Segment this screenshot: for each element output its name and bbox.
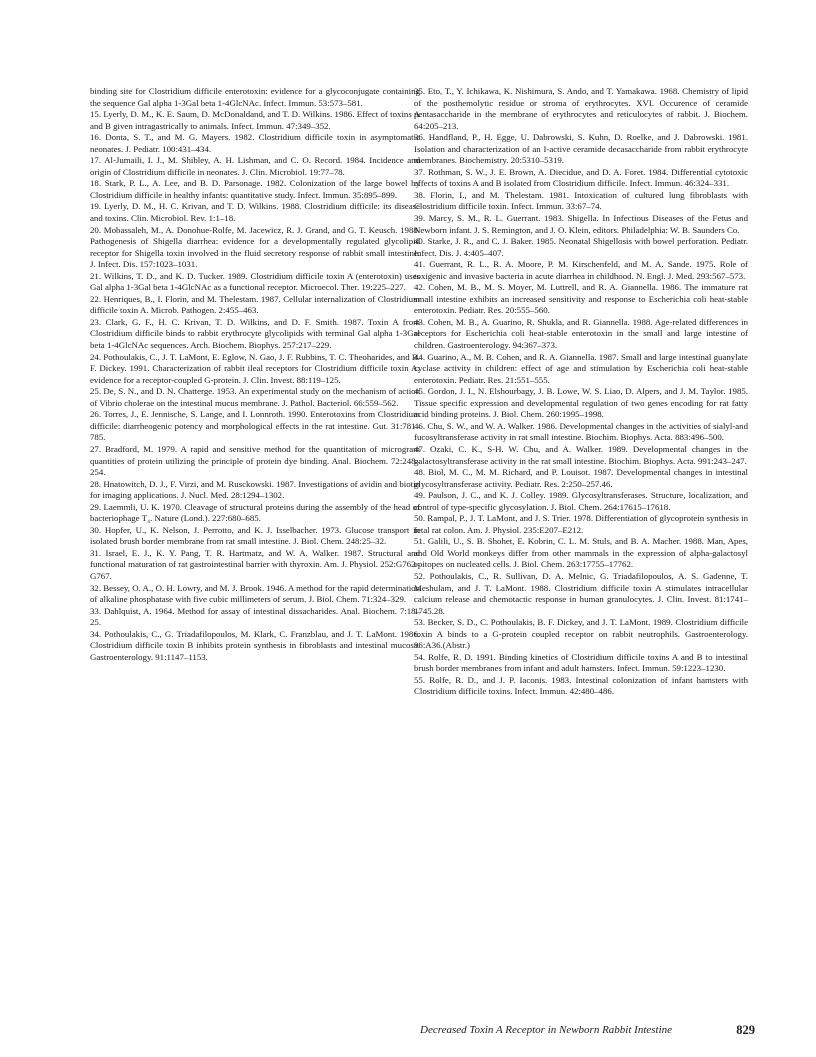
reference-entry: binding site for Clostridium difficile enterotoxin: evidence for a glycoconjugate containing the sequence Gal alpha 1-3Gal beta 1-4GlcNAc. Infect. Immun. 53:573–581. bbox=[90, 86, 420, 108]
page-footer bbox=[420, 1024, 755, 1036]
reference-entry: 51. Galili, U., S. B. Shohet, E. Kobrin, C. L. M. Stuls, and B. A. Macher. 1988. Man, Apes, and Old World monkeys differ from other mammals in the expression of alpha-galactosyl epitopes on nucleated cells. J. Biol. Chem. 263:17755–17762. bbox=[414, 536, 748, 570]
reference-entry: 16. Donta, S. T., and M. G. Mayers. 1982. Clostridium difficile toxin in asymptomatic neonates. J. Pediatr. 100:431–434. bbox=[90, 132, 420, 154]
reference-entry: 40. Starke, J. R., and C. J. Baker. 1985. Neonatal Shigellosis with bowel perforation. Pediatr. Infect. Dis. J. 4:405–407. bbox=[414, 236, 748, 258]
reference-entry: 22. Henriques, B., I. Florin, and M. Thelestam. 1987. Cellular internalization of Clostridium difficile toxin A. Microb. Pathogen. 2:455–463. bbox=[90, 293, 420, 316]
reference-entry: 29. Laemmli, U. K. 1970. Cleavage of structural proteins during the assembly of the head of bacteriophage T₄. Nature (Lond.). 227:680–685. bbox=[90, 501, 420, 524]
reference-entry: 36. Handfland, P., H. Egge, U. Dabrowski, S. Kuhn, D. Roelke, and J. Dabrowski. 1981. Isolation and characterization of an I-active ceramide decasaccharide from rabbit erythrocyte membranes. Biochemistry. 20:5310–5319. bbox=[414, 132, 748, 166]
reference-entry: 19. Lyerly, D. M., H. C. Krivan, and T. D. Wilkins. 1988. Clostridium difficile: its disease and toxins. Clin. Microbiol. Rev. 1:1–18. bbox=[90, 201, 420, 224]
reference-entry: 34. Pothoulakis, C., G. Triadafilopoulos, M. Klark, C. Franzblau, and J. T. LaMont. 1986. Clostridium difficile toxin B inhibits protein synthesis in fibroblasts and intestinal mucosa. Gastroenterology. 91:1147–1153. bbox=[90, 628, 420, 662]
reference-entry: 53. Becker, S. D., C. Pothoulakis, B. F. Dickey, and J. T. LaMont. 1989. Clostridium difficile toxin A binds to a G-protein coupled receptor on rabbit neutrophils. Gastroenterology. 96:A36.(Abstr.) bbox=[414, 617, 748, 651]
reference-entry: 49. Paulson, J. C., and K. J. Colley. 1989. Glycosyltransferases. Structure, localization, and control of type-specific glycosylation. J. Biol. Chem. 264:17615–17618. bbox=[414, 490, 748, 512]
running-title: Decreased Toxin A Receptor in Newborn Rabbit Intestine bbox=[420, 1024, 673, 1036]
reference-entry: 47. Ozaki, C. K., S-H. W. Chu, and A. Walker. 1989. Developmental changes in the galactosyltransferase activity in the rat small intestine. Biochim. Biophys. Acta. 991:243–247. bbox=[414, 443, 748, 466]
reference-entry: 37. Rothman, S. W., J. E. Brown, A. Diecidue, and D. A. Foret. 1984. Differential cytotoxic effects of toxins A and B isolated from Clostridium difficile. Infect. Immun. 46:324–331. bbox=[414, 166, 748, 189]
reference-entry: 21. Wilkins, T. D., and K. D. Tucker. 1989. Clostridium difficile toxin A (enterotoxin) uses Gal alpha 1-3Gal beta 1-4GlcNAc as a functional receptor. Microecol. Ther. 19:225–227. bbox=[90, 270, 420, 293]
reference-entry: 26. Torres, J., E. Jennische, S. Lange, and I. Lonnroth. 1990. Enterotoxins from Clostridium difficile: diarrheogenic potency and morphological effects in the rat intestine. Gut. 31:781–785. bbox=[90, 409, 420, 443]
reference-entry: 31. Israel, E. J., K. Y. Pang, T. R. Hartmatz, and W. A. Walker. 1987. Structural and functional maturation of rat gastrointestinal barrier with thyroxin. Am. J. Physiol. 252:G762–G767. bbox=[90, 547, 420, 581]
reference-entry: 55. Rolfe, R. D., and J. P. Iaconis. 1983. Intestinal colonization of infant hamsters with Clostridium difficile toxins. Infect. Immun. 42:480–486. bbox=[414, 674, 748, 697]
reference-entry: 48. Biol, M. C., M. M. Richard, and P. Louisot. 1987. Developmental changes in intestinal glycosyltransferase activity. Pediatr. Res. 2:250–257.46. bbox=[414, 467, 748, 489]
references-left-column bbox=[90, 86, 420, 663]
reference-entry: 18. Stark, P. L., A. Lee, and B. D. Parsonage. 1982. Colonization of the large bowel by Clostridium difficile in healthy infants: quantitative study. Infect. Immun. 35:895–899. bbox=[90, 178, 420, 200]
reference-entry: 28. Hnatowitch, D. J., F. Virzi, and M. Rusckowski. 1987. Investigations of avidin and biotin for imaging applications. J. Nucl. Med. 28:1294–1302. bbox=[90, 478, 420, 501]
reference-entry: 33. Dahlquist, A. 1964. Method for assay of intestinal dissacharides. Anal. Biochem. 7:18–25. bbox=[90, 605, 420, 628]
reference-entry: 46. Chu, S. W., and W. A. Walker. 1986. Developmental changes in the activities of sialyl-and fucosyltransferase activity in rat small intestine. Biochim. Biophys. Acta. 883:496–500. bbox=[414, 420, 748, 443]
reference-entry: 20. Mobassaleh, M., A. Donohue-Rolfe, M. Jacewicz, R. J. Grand, and G. T. Keusch. 1988. Pathogenesis of Shigella diarrhea: evidence for a developmentally regulated glycolipid receptor for Shigella toxin involved in the fluid secretory response of rabbit small intestine. J. Infect. Dis. 157:1023–1031. bbox=[90, 224, 420, 270]
reference-entry: 39. Marcy, S. M., R. L. Guerrant. 1983. Shigella. In Infectious Diseases of the Fetus and Newborn infant. J. S. Remington, and J. O. Klein, editors. Philadelphia: W. B. Saunders Co. bbox=[414, 213, 748, 235]
reference-entry: 27. Bradford, M. 1979. A rapid and sensitive method for the quantitation of microgram quantities of protein utilizing the principle of protein dye binding. Anal. Biochem. 72:248–254. bbox=[90, 443, 420, 478]
reference-entry: 15. Lyerly, D. M., K. E. Saum, D. McDonaldand, and T. D. Wilkins. 1986. Effect of toxins A and B given intragastrically to animals. Infect. Immun. 47:349–352. bbox=[90, 109, 420, 131]
reference-entry: 35. Eto, T., Y. Ichikawa, K. Nishimura, S. Ando, and T. Yamakawa. 1968. Chemistry of lipid of the posthemolytic residue or stroma of erythrocytes. XVI. Occurence of ceramide pentasaccharide in the membrane of erythrocytes and reticulocytes of rabbit. J. Biochem. 64:205–213. bbox=[414, 86, 748, 131]
reference-entry: 32. Bessey, O. A., O. H. Lowry, and M. J. Brook. 1946. A method for the rapid determination of alkaline phosphatase with five cubic millimeters of serum. J. Biol. Chem. 71:324–329. bbox=[90, 582, 420, 605]
references-right-column bbox=[414, 86, 748, 698]
reference-entry: 44. Guarino, A., M. B. Cohen, and R. A. Giannella. 1987. Small and large intestinal guanylate cyclase activity in children: effect of age and stimulation by Escherichia coli heat-stable enterotoxin. Pediatr. Res. 21:551–555. bbox=[414, 351, 748, 385]
reference-entry: 38. Florin, I., and M. Thelestam. 1981. Intoxication of cultured lung fibroblasts with Clostridium difficile toxin. Infect. Immun. 33:67–74. bbox=[414, 189, 748, 212]
reference-entry: 45. Gordon, J. I., N. Elshourbagy, J. B. Lowe, W. S. Liao, D. Alpers, and J. M. Taylor. 1985. Tissue specific expression and developmental regulation of two genes encoding for rat fatty acid binding proteins. J. Biol. Chem. 260:1995–1998. bbox=[414, 386, 748, 420]
reference-entry: 41. Guerrant, R. L., R. A. Moore, P. M. Kirschenfeld, and M. A. Sande. 1975. Role of toxigenic and invasive bacteria in acute diarrhea in childhood. N. Engl. J. Med. 293:567–573. bbox=[414, 259, 748, 281]
reference-entry: 23. Clark, G. F., H. C. Krivan, T. D. Wilkins, and D. F. Smith. 1987. Toxin A from Clostridium difficile binds to rabbit erythrocyte glycolipids with terminal Gal alpha 1-3Gal beta 1-4GlcNAc sequences. Arch. Biochem. Biophys. 257:217–229. bbox=[90, 316, 420, 351]
reference-entry: 24. Pothoulakis, C., J. T. LaMont, E. Eglow, N. Gao, J. F. Rubbins, T. C. Theoharides, and B. F. Dickey. 1991. Characterization of rabbit ileal receptors for Clostridium difficile toxin A: evidence for a receptor-coupled G-protein. J. Clin. Invest. 88:119–125. bbox=[90, 351, 420, 385]
page-number: 829 bbox=[736, 1023, 755, 1037]
reference-entry: 50. Rampal, P., J. T. LaMont, and J. S. Trier. 1978. Differentiation of glycoprotein synthesis in fetal rat colon. Am. J. Physiol. 235:E207–E212. bbox=[414, 513, 748, 535]
reference-entry: 17. Al-Jumaili, I. J., M. Shibley, A. H. Lishman, and C. O. Record. 1984. Incidence and origin of Clostridium difficile in neonates. J. Clin. Microbiol. 19:77–78. bbox=[90, 155, 420, 177]
reference-entry: 54. Rolfe, R. D. 1991. Binding kinetics of Clostridium difficile toxins A and B to intestinal brush border membranes from infant and adult hamsters. Infect. Immun. 59:1223–1230. bbox=[414, 651, 748, 674]
reference-entry: 42. Cohen, M. B., M. S. Moyer, M. Luttrell, and R. A. Giannella. 1986. The immature rat small intestine exhibits an increased sensitivity and response to Escherichia coli heat-stable enterotoxin. Pediatr. Res. 20:555–560. bbox=[414, 282, 748, 316]
reference-entry: 25. De, S. N., and D. N. Chatterge. 1953. An experimental study on the mechanism of action of Vibrio cholerae on the intestinal mucus membrane. J. Pathol. Bacteriol. 66:559–562. bbox=[90, 386, 420, 408]
reference-entry: 52. Pothoulakis, C., R. Sullivan, D. A. Melnic, G. Triadafilopoulos, A. S. Gadenne, T. Meshulam, and J. T. LaMont. 1988. Clostridium difficile toxin A stimulates intracellular calcium release and chemotactic response in human granulocytes. J. Clin. Invest. 81:1741–1745.28. bbox=[414, 570, 748, 616]
reference-entry: 43. Cohen, M. B., A. Guarino, R. Shukla, and R. Giannella. 1988. Age-related differences in receptors for Escherichia coli heat-stable enterotoxin in the small and large intestine of children. Gastroenterology. 94:367–373. bbox=[414, 316, 748, 351]
reference-entry: 30. Hopfer, U., K. Nelson, J. Perrotto, and K. J. Isselbacher. 1973. Glucose transport in isolated brush border membrane from rat small intestine. J. Biol. Chem. 248:25–32. bbox=[90, 524, 420, 547]
